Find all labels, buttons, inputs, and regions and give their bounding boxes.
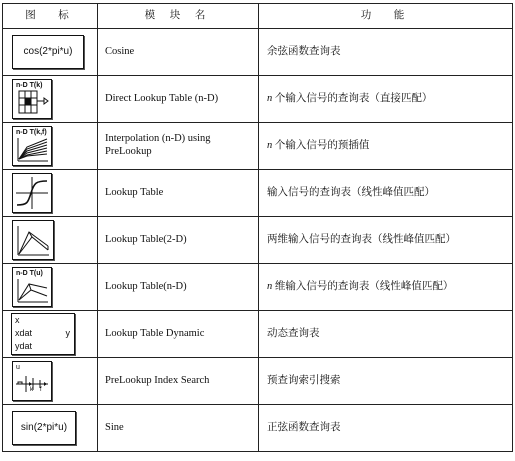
block-name: Interpolation (n-D) using PreLookup bbox=[98, 123, 259, 170]
block-function: 输入信号的查询表（线性峰值匹配） bbox=[259, 170, 513, 217]
block-name: Sine bbox=[98, 405, 259, 452]
port-x-label: x bbox=[15, 315, 20, 325]
table-row bbox=[3, 29, 513, 76]
block-function: 两维输入信号的查询表（线性峰值匹配） bbox=[259, 217, 513, 264]
lookup-blocks-table bbox=[2, 3, 513, 452]
port-xdat-label: xdat bbox=[15, 328, 33, 338]
table-row bbox=[3, 405, 513, 452]
block-function: n 维输入信号的查询表（线性峰值匹配） bbox=[259, 264, 513, 311]
block-name: Direct Lookup Table (n-D) bbox=[98, 76, 259, 123]
port-f-label: f bbox=[40, 387, 42, 393]
port-u-label: u bbox=[16, 364, 20, 371]
table-row bbox=[3, 264, 513, 311]
n-prefix: n bbox=[267, 92, 273, 104]
block-name: Lookup Table bbox=[98, 170, 259, 217]
direct-lookup-block-icon: n-D T(k) bbox=[12, 79, 52, 119]
table-row bbox=[3, 76, 513, 123]
table-row bbox=[3, 123, 513, 170]
block-name: Cosine bbox=[98, 29, 259, 76]
n-prefix: n bbox=[267, 139, 273, 151]
lookup-table-nd-block-icon: n-D T(u) bbox=[12, 267, 52, 307]
prelookup-block-icon bbox=[12, 361, 52, 401]
lookup-dynamic-block-icon bbox=[11, 313, 75, 355]
port-ydat-label: ydat bbox=[15, 341, 33, 351]
block-function: 正弦函数查询表 bbox=[259, 405, 513, 452]
port-y-label: y bbox=[65, 328, 70, 338]
table-row bbox=[3, 358, 513, 405]
header-icon: 图 标 bbox=[3, 4, 98, 29]
block-function: 动态查询表 bbox=[259, 311, 513, 358]
block-function: 预查询索引搜索 bbox=[259, 358, 513, 405]
header-name: 模 块 名 bbox=[98, 4, 259, 29]
block-name: PreLookup Index Search bbox=[98, 358, 259, 405]
block-name: Lookup Table(n-D) bbox=[98, 264, 259, 311]
table-row bbox=[3, 170, 513, 217]
block-function: n 个输入信号的预插值 bbox=[259, 123, 513, 170]
block-name: Lookup Table Dynamic bbox=[98, 311, 259, 358]
block-function: 余弦函数查询表 bbox=[259, 29, 513, 76]
block-name: Lookup Table(2-D) bbox=[98, 217, 259, 264]
table-row bbox=[3, 311, 513, 358]
table-header-row bbox=[3, 4, 513, 29]
lookup-table-block-icon bbox=[12, 173, 52, 213]
header-func: 功 能 bbox=[259, 4, 513, 29]
n-prefix: n bbox=[267, 280, 273, 292]
lookup-table-2d-block-icon bbox=[12, 220, 54, 260]
interpolation-block-icon: n-D T(k,f) bbox=[12, 126, 52, 166]
port-k-label: k bbox=[30, 387, 33, 393]
table-row bbox=[3, 217, 513, 264]
sine-block-icon: sin(2*pi*u) bbox=[12, 411, 76, 445]
cosine-block-icon: cos(2*pi*u) bbox=[12, 35, 84, 69]
block-function: n 个输入信号的查询表（直接匹配） bbox=[259, 76, 513, 123]
